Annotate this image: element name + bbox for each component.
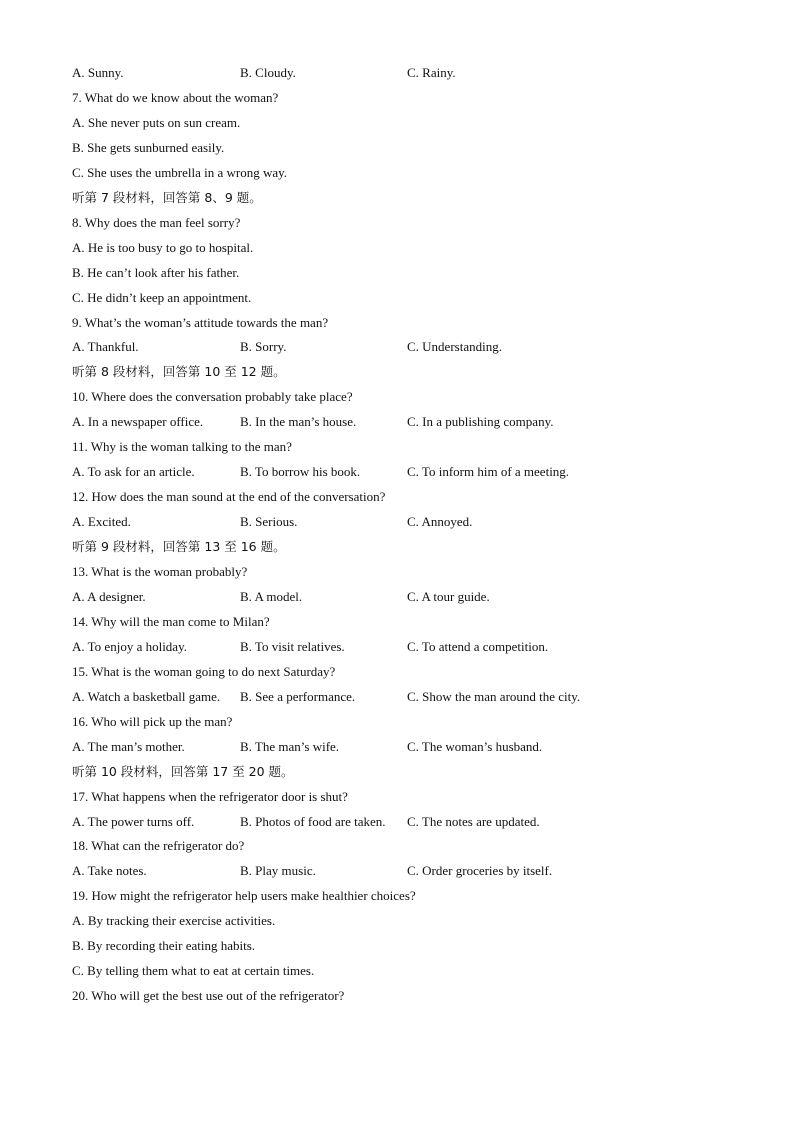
question-text: 7. What do we know about the woman?: [72, 90, 279, 105]
question-text: 18. What can the refrigerator do?: [72, 838, 245, 854]
question-text: 17. What happens when the refrigerator door is shut?: [72, 788, 348, 804]
question-text: 16. Who will pick up the man?: [72, 713, 233, 729]
question-text: 19. How might the refrigerator help users make healthier choices?: [72, 888, 416, 904]
answer-option: B. She gets sunburned easily.: [72, 139, 225, 155]
option-b: B. Serious.: [240, 514, 298, 530]
option-c: C. The notes are updated.: [407, 813, 540, 829]
option-a: A. A designer.: [72, 588, 146, 604]
answer-option: C. She uses the umbrella in a wrong way.: [72, 164, 288, 180]
option-c: C. Rainy.: [407, 65, 456, 80]
option-a: A. Thankful.: [72, 339, 139, 355]
option-b: B. To visit relatives.: [240, 638, 345, 654]
option-b: B. In the man’s house.: [240, 414, 357, 430]
option-a: A. The power turns off.: [72, 813, 195, 829]
question-text: 9. What’s the woman’s attitude towards the man?: [72, 314, 329, 330]
answer-option: B. He can’t look after his father.: [72, 264, 240, 280]
option-b: B. Cloudy.: [240, 65, 296, 80]
option-b: B. Photos of food are taken.: [240, 813, 386, 829]
option-b: B. A model.: [240, 588, 303, 604]
section-heading: 听第 10 段材料，回答第 17 至 20 题。: [72, 763, 294, 779]
option-c: C. In a publishing company.: [407, 414, 554, 430]
option-c: C. Order groceries by itself.: [407, 863, 553, 879]
section-heading: 听第 7 段材料，回答第 8、9 题。: [72, 189, 262, 205]
answer-option: C. By telling them what to eat at certain times.: [72, 963, 315, 979]
question-text: 12. How does the man sound at the end of the conversation?: [72, 489, 386, 505]
option-a: A. The man’s mother.: [72, 738, 185, 754]
option-a: A. To ask for an article.: [72, 464, 195, 480]
option-a: A. Sunny.: [72, 65, 124, 80]
answer-option: C. He didn’t keep an appointment.: [72, 289, 252, 305]
option-c: C. The woman’s husband.: [407, 738, 543, 754]
option-b: B. To borrow his book.: [240, 464, 361, 480]
question-text: 15. What is the woman going to do next Saturday?: [72, 663, 336, 679]
question-text: 10. Where does the conversation probably take place?: [72, 389, 353, 405]
option-c: C. To attend a competition.: [407, 638, 549, 654]
question-text: 20. Who will get the best use out of the refrigerator?: [72, 988, 345, 1004]
option-c: C. A tour guide.: [407, 588, 490, 604]
section-heading: 听第 8 段材料，回答第 10 至 12 题。: [72, 364, 286, 380]
option-a: A. To enjoy a holiday.: [72, 638, 187, 654]
option-b: B. The man’s wife.: [240, 738, 340, 754]
option-c: C. To inform him of a meeting.: [407, 464, 570, 480]
option-b: B. See a performance.: [240, 688, 356, 704]
option-a: A. Watch a basketball game.: [72, 688, 221, 704]
question-text: 8. Why does the man feel sorry?: [72, 214, 241, 230]
question-text: 11. Why is the woman talking to the man?: [72, 439, 292, 455]
option-b: B. Sorry.: [240, 339, 287, 355]
question-text: 13. What is the woman probably?: [72, 564, 248, 579]
answer-option: A. By tracking their exercise activities.: [72, 913, 276, 929]
answer-option: B. By recording their eating habits.: [72, 938, 256, 954]
option-b: B. Play music.: [240, 863, 316, 879]
option-a: A. In a newspaper office.: [72, 414, 204, 430]
option-a: A. Take notes.: [72, 863, 147, 879]
option-a: A. Excited.: [72, 514, 131, 530]
option-c: C. Annoyed.: [407, 514, 473, 530]
question-text: 14. Why will the man come to Milan?: [72, 613, 270, 629]
option-c: C. Show the man around the city.: [407, 688, 581, 704]
answer-option: A. He is too busy to go to hospital.: [72, 239, 254, 255]
section-heading: 听第 9 段材料，回答第 13 至 16 题。: [72, 539, 286, 554]
option-c: C. Understanding.: [407, 339, 502, 355]
answer-option: A. She never puts on sun cream.: [72, 114, 241, 130]
